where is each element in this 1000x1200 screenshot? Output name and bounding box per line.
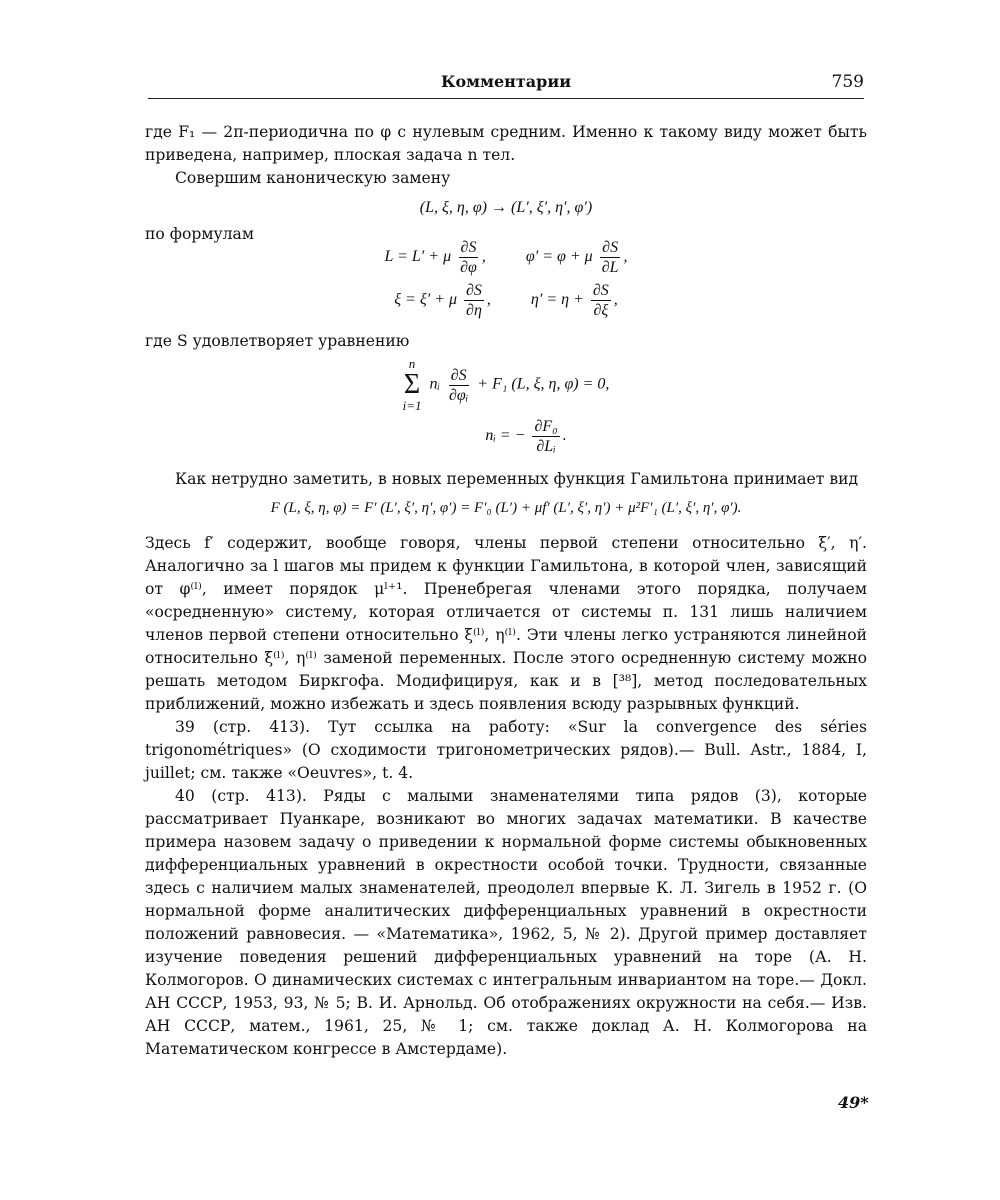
- signature-mark: 49*: [838, 1093, 869, 1112]
- paragraph-3: по формулам: [145, 225, 254, 243]
- formula-text: φ′ = φ + μ: [525, 248, 593, 266]
- sum-lower-limit: i=1: [402, 398, 422, 413]
- formula-transform-2-right: η′ = η + $\frac{\partial S}{\partial\xi}$ ,: [530, 282, 618, 319]
- formula-ni: nᵢ = − $\frac{\text{∂F₀}}{\text{∂Lᵢ}}$ .: [485, 418, 567, 455]
- formula-substitution-text: (L, ξ, η, φ) → (L′, ξ′, η′, φ′): [419, 199, 593, 216]
- formula-text: + F₁ (L, ξ, η, φ) = 0,: [477, 375, 610, 393]
- paragraph-4: где S удовлетворяет уравнению: [145, 332, 410, 350]
- fraction: [591, 281, 611, 320]
- sum-upper-limit: n: [408, 356, 416, 371]
- formula-text: nᵢ = −: [485, 427, 526, 445]
- fraction-denominator: ∂φ: [460, 259, 477, 276]
- fraction-denominator: ∂φᵢ: [449, 386, 469, 404]
- fraction-denominator: ∂Lᵢ: [536, 438, 556, 455]
- formula-transform-1-left: L = L′ + μ $\frac{\partial S}{\partial\varphi}$ ,: [384, 239, 486, 276]
- note-39: 39 (стр. 413). Тут ссылка на работу: «Sur la convergence des séries trigonométriques» (О сходимости тригонометрических рядов).— Bull. Astr., 1884, I, juillet; см. также «Oeuvres», t. 4.: [145, 718, 867, 782]
- fraction-denominator: ∂ξ: [593, 302, 609, 319]
- sum-symbol: Σ: [403, 369, 421, 400]
- formula-text: ξ = ξ′ + μ: [394, 291, 458, 309]
- fraction-numerator: ∂F₀: [534, 418, 558, 435]
- note-40: 40 (стр. 413). Ряды с малыми знаменателями типа рядов (3), которые рассматривает Пуанкаре, возникают во многих задачах математики. В качестве примера назовем задачу о приведении к нормальной форме системы обыкновенных дифференциальных уравнений в окрестности особой точки. Трудности, связанные здесь с наличием малых знаменателей, преодолел впервые К. Л. Зигель в 1952 г. (О нормальной форме аналитических дифференциальных уравнений в окрестности положений равновесия. — «Математика», 1962, 5, № 2). Другой пример доставляет изучение поведения решений дифференциальных уравнений на торе (А. Н. Колмогоров. О динамических системах с интегральным инвариантом на торе.— Докл. АН СССР, 1953, 93, № 5; В. И. Арнольд. Об отображениях окружности на себя.— Изв. АН СССР, матем., 1961, 25, № 1; см. также доклад А. Н. Колмогорова на Математическом конгрессе в Амстердаме).: [145, 787, 867, 1058]
- fraction: [458, 238, 479, 277]
- fraction-numerator: ∂S: [466, 282, 482, 299]
- formula-transform-2-left: ξ = ξ′ + μ $\frac{\partial S}{\partial\eta}$ ,: [394, 282, 491, 319]
- formula-text: F (L, ξ, η, φ) = F′ (L′, ξ′, η′, φ′) = F′₀ (L′) + μf′ (L′, ξ′, η′) + μ²F′₁ (L′, ξ′, η′, φ′).: [270, 500, 742, 516]
- fraction: [464, 281, 484, 320]
- fraction-numerator: ∂S: [602, 239, 619, 256]
- page-number: 759: [831, 72, 864, 92]
- formula-text: L = L′ + μ: [384, 248, 452, 266]
- paragraph-6: Здесь f′ содержит, вообще говоря, члены первой степени относительно ξ′, η′. Аналогично за l шагов мы придем к функции Гамильтона, в которой член, зависящий от φ⁽ˡ⁾, имеет порядок μˡ⁺¹. Пренебрегая членами этого порядка, получаем «осредненную» систему, которая отличается от системы п. 131 лишь наличием членов первой степени относительно ξ⁽ˡ⁾, η⁽ˡ⁾. Эти члены легко устраняются линейной относительно ξ⁽ˡ⁾, η⁽ˡ⁾ заменой переменных. После этого осредненную систему можно решать методом Биркгофа. Модифицируя, как и в [³⁸], метод последовательных приближений, можно избежать и здесь появления всюду разрывных функций.: [145, 534, 867, 713]
- fraction-numerator: ∂S: [460, 239, 477, 256]
- formula-hamiltonian: [145, 497, 867, 520]
- formula-text: nᵢ: [429, 375, 440, 393]
- fraction-numerator: ∂S: [592, 282, 609, 299]
- paragraph-1: где F₁ — 2π-периодична по φ с нулевым средним. Именно к такому виду может быть приведена, например, плоская задача n тел.: [145, 123, 867, 164]
- page-body: [145, 121, 867, 1061]
- formula-transform-2: [145, 281, 867, 320]
- fraction-denominator: ∂L: [601, 259, 619, 276]
- header-rule: [148, 98, 864, 99]
- header-title: Комментарии: [440, 72, 572, 91]
- paragraph-5: Как нетрудно заметить, в новых переменных функция Гамильтона принимает вид: [175, 470, 859, 488]
- formula-text: η′ = η +: [530, 291, 584, 309]
- paragraph-2: Совершим каноническую замену: [175, 169, 451, 187]
- formula-transform-1-right: φ′ = φ + μ $\frac{\partial S}{\partial L}$ ,: [525, 239, 628, 276]
- fraction-denominator: ∂η: [466, 302, 482, 319]
- fraction: [532, 417, 559, 456]
- fraction: [447, 366, 470, 405]
- formula-substitution: [145, 196, 867, 219]
- fraction: [600, 238, 621, 277]
- fraction-numerator: ∂S: [450, 366, 467, 384]
- summation: [403, 357, 422, 413]
- formula-sum-equation: [145, 357, 867, 413]
